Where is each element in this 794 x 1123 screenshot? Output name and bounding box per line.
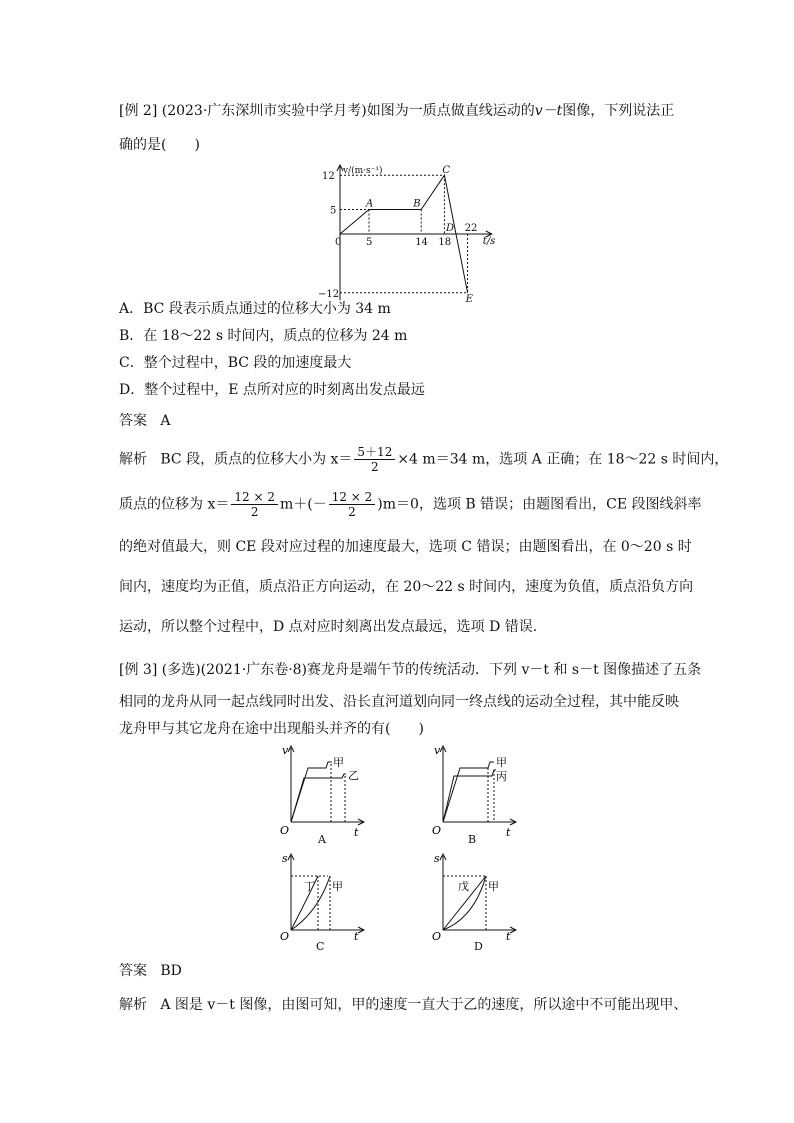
- label-jia: 甲: [496, 756, 507, 769]
- y-axis-label: v/(m·s⁻¹): [343, 166, 383, 176]
- example-3-text: (多选)(2021·广东卷·8)赛龙舟是端午节的传统活动．下列 v－t 和 s－t 图像描述了五条: [161, 662, 702, 678]
- analysis-label: 解析: [119, 451, 147, 468]
- x-tick-label: 5: [366, 237, 373, 248]
- fraction: $\frac{5+12}{2}$: [354, 445, 395, 474]
- example-2-stem-line2: 确的是( ): [119, 137, 200, 153]
- axis-label-s: s: [434, 852, 440, 865]
- analysis-text: ×4 m＝34 m，选项 A 正确；在 18～22 s 时间内，: [397, 451, 729, 468]
- option-a[interactable]: A．BC 段表示质点通过的位移大小为 34 m: [119, 301, 391, 317]
- caption-b: B: [468, 833, 477, 846]
- series-jia: [291, 762, 332, 822]
- example-3-analysis: [119, 995, 687, 1015]
- point-label-c: C: [442, 165, 451, 177]
- axis-label-s: s: [282, 852, 288, 865]
- label-jia: 甲: [333, 756, 344, 769]
- analysis-line-4: 间内，速度均为正值，质点沿正方向运动，在 20～22 s 时间内，速度为负值，质点沿负方向: [119, 579, 694, 595]
- origin-label: 0: [335, 237, 342, 248]
- series-yi: [291, 774, 346, 822]
- x-tick-label: 14: [415, 237, 428, 248]
- example-3-stem-line1: [119, 660, 701, 680]
- example-3-stem-line3: 龙舟甲与其它龙舟在途中出现船头并齐的有( ): [119, 721, 424, 737]
- axis-label-v: v: [282, 744, 289, 757]
- fraction: $\frac{12 \times 2}{2}$: [231, 490, 278, 519]
- example-2-stem-line1: [119, 101, 674, 121]
- analysis-line-5: 运动，所以整个过程中，D 点对应时刻离出发点最远，选项 D 错误.: [119, 619, 538, 635]
- example-2-stem-text: 如图为一质点做直线运动的: [366, 103, 535, 119]
- origin-label: O: [432, 824, 442, 837]
- example-2-stem-text2: 图像，下列说法正: [562, 103, 675, 119]
- option-b[interactable]: B．在 18～22 s 时间内，质点的位移为 24 m: [119, 328, 408, 344]
- graph-c[interactable]: [278, 852, 368, 942]
- caption-a: A: [318, 833, 326, 846]
- point-label-e: E: [465, 293, 473, 305]
- example-3-tag: [例 3]: [119, 662, 158, 678]
- origin-label: O: [432, 930, 442, 943]
- example-2-answer: [119, 411, 170, 431]
- x-tick-label: 18: [438, 237, 452, 248]
- analysis-line-1: [119, 445, 728, 474]
- y-tick-label: 5: [330, 205, 337, 217]
- answer-value: BD: [160, 963, 182, 979]
- point-label-a: A: [366, 198, 374, 210]
- analysis-text: )m＝0，选项 B 错误；由题图看出，CE 段图线斜率: [377, 496, 702, 513]
- x-axis-label: t/s: [482, 236, 496, 247]
- analysis-text: 质点的位移为 x＝: [119, 496, 230, 513]
- example-3-answer: [119, 961, 182, 981]
- axis-label-t: t: [354, 930, 359, 943]
- caption-d: D: [474, 940, 483, 953]
- analysis-text: m＋(－: [279, 496, 327, 513]
- caption-c: C: [316, 940, 325, 953]
- vt-chart: [318, 162, 496, 305]
- point-label-b: B: [413, 198, 421, 210]
- analysis-text: A 图是 v－t 图像，由图可知，甲的速度一直大于乙的速度，所以途中不可能出现甲、: [160, 997, 688, 1013]
- label-jia: 甲: [332, 880, 343, 893]
- label-wu: 戊: [458, 880, 469, 893]
- point-label-d: D: [446, 223, 455, 234]
- answer-label: 答案: [119, 963, 147, 979]
- example-2-tag: [例 2]: [119, 103, 158, 119]
- label-ding: 丁: [304, 880, 315, 893]
- axis-label-t: t: [506, 930, 511, 943]
- graph-d[interactable]: [430, 852, 520, 942]
- option-d[interactable]: D．整个过程中，E 点所对应的时刻离出发点最远: [119, 382, 425, 398]
- answer-value: A: [160, 413, 171, 429]
- label-bing: 丙: [496, 770, 507, 783]
- label-yi: 乙: [348, 769, 359, 782]
- analysis-text: BC 段，质点的位移大小为 x＝: [160, 451, 353, 468]
- example-2-source: (2023·广东深圳市实验中学月考): [161, 103, 367, 119]
- y-tick-label: 12: [322, 171, 335, 183]
- axis-label-t: t: [506, 826, 511, 839]
- origin-label: O: [280, 930, 290, 943]
- fraction: $\frac{12 \times 2}{2}$: [329, 490, 376, 519]
- origin-label: O: [280, 824, 290, 837]
- answer-label: 答案: [119, 413, 147, 429]
- x-tick-label: 22: [464, 223, 478, 234]
- y-tick-label: −12: [318, 288, 340, 300]
- label-jia: 甲: [488, 880, 499, 893]
- analysis-line-3: 的绝对值最大，则 CE 段对应过程的加速度最大，选项 C 错误；由题图看出，在 0～20 s 时: [119, 539, 692, 555]
- vt-symbol: v－t: [534, 103, 563, 119]
- analysis-line-2: [119, 490, 702, 519]
- axis-label-v: v: [434, 744, 441, 757]
- analysis-label: 解析: [119, 997, 147, 1013]
- option-c[interactable]: C．整个过程中，BC 段的加速度最大: [119, 355, 352, 371]
- axis-label-t: t: [354, 826, 359, 839]
- example-3-stem-line2: 相同的龙舟从同一起点线同时出发、沿长直河道划向同一终点线的运动全过程，其中能反映: [119, 694, 679, 710]
